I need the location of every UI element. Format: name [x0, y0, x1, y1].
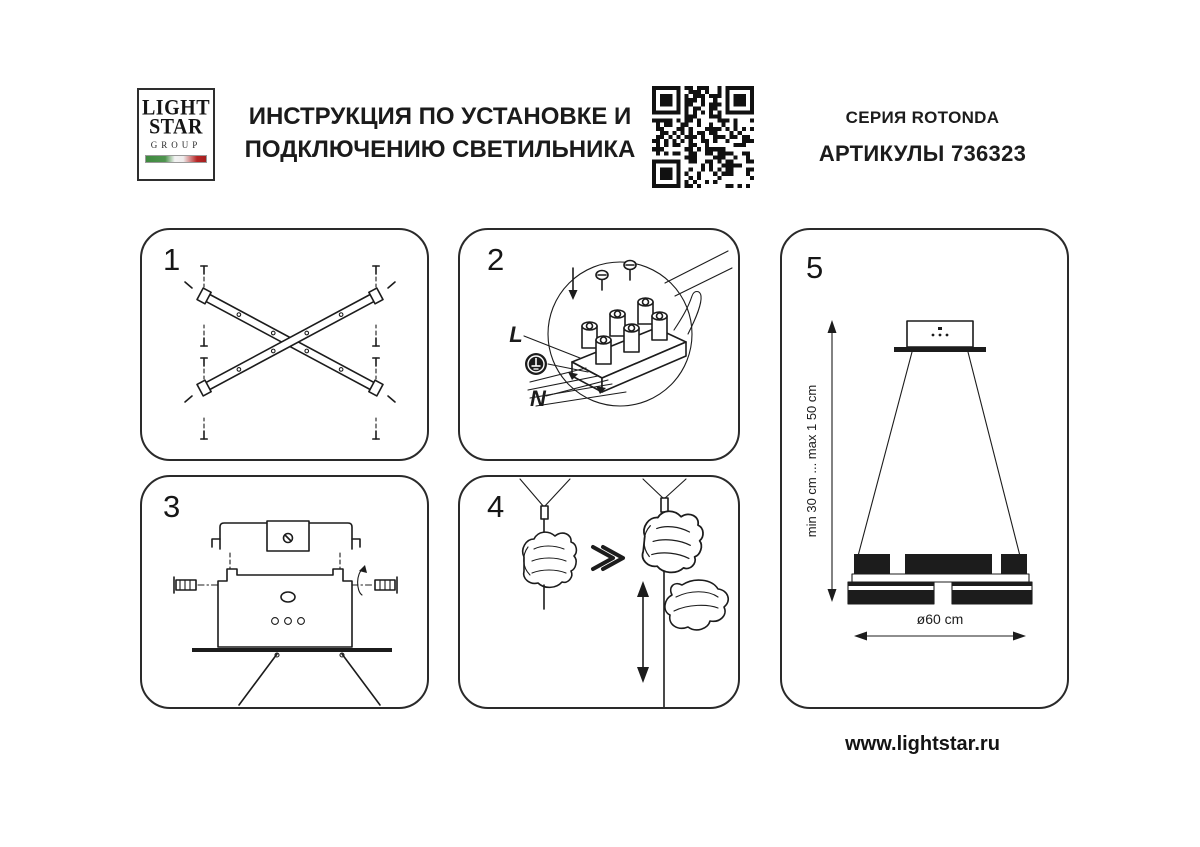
rotation-arrow — [358, 569, 363, 595]
italian-flag-bar — [145, 155, 207, 163]
instruction-step-5 — [780, 228, 1069, 709]
diameter-dimension — [854, 611, 1026, 641]
label-line: L — [509, 322, 523, 347]
qr-code — [652, 86, 754, 188]
side-screw-right — [352, 565, 397, 595]
ring-cross-section — [848, 554, 1032, 604]
series-label: СЕРИЯ ROTONDA — [845, 108, 1000, 127]
logo-word-star: STAR — [149, 114, 203, 140]
lightstar-logo — [137, 88, 215, 181]
insert-arrow — [569, 268, 578, 300]
logo-word-group: GROUP — [150, 140, 202, 150]
hand-grip-left — [520, 479, 576, 609]
logo-word-light: LIGHT — [141, 95, 211, 121]
instruction-step-3 — [140, 475, 429, 709]
diameter-label: ø60 cm — [916, 611, 964, 627]
article-label: АРТИКУЛЫ 736323 — [818, 141, 1027, 166]
product-info — [780, 108, 1065, 167]
pendant-canopy — [894, 321, 986, 352]
screw-icon — [596, 261, 636, 291]
cable-left — [858, 352, 912, 556]
next-step-arrow — [593, 547, 623, 569]
website-link: www.lightstar.ru — [845, 733, 1000, 755]
ceiling-bracket — [212, 521, 360, 551]
canopy-box — [218, 569, 352, 647]
up-down-arrow — [637, 581, 649, 683]
step-4-number: 4 — [487, 489, 505, 524]
instruction-step-1 — [140, 228, 429, 461]
page-title — [228, 100, 652, 166]
canopy-mounting-diagram — [142, 477, 427, 707]
step-5-number: 5 — [806, 250, 824, 285]
title-line-1: ИНСТРУКЦИЯ ПО УСТАНОВКЕ И — [248, 103, 632, 130]
cable-adjustment-diagram — [460, 477, 738, 707]
ceiling-plate — [192, 648, 392, 652]
wiring-diagram — [460, 230, 738, 459]
height-dimension — [804, 320, 837, 602]
step-2-number: 2 — [487, 242, 505, 277]
instruction-step-4 — [458, 475, 740, 709]
side-screw-left — [174, 577, 218, 593]
cloth — [665, 580, 728, 630]
suspension-cables — [239, 653, 380, 705]
height-range-label: min 30 cm ... max 1 50 cm — [804, 384, 819, 538]
title-line-2: ПОДКЛЮЧЕНИЮ СВЕТИЛЬНИКА — [244, 136, 636, 163]
cable-right — [968, 352, 1020, 556]
instruction-step-2 — [458, 228, 740, 461]
ground-icon — [525, 353, 547, 375]
step-1-number: 1 — [163, 242, 181, 277]
end-screws — [185, 266, 395, 439]
pendant-dimensions-diagram — [782, 230, 1067, 707]
step-3-number: 3 — [163, 489, 181, 524]
label-neutral: N — [530, 386, 546, 411]
mounting-cross-diagram — [142, 230, 427, 459]
hand-grip-right — [637, 479, 728, 707]
